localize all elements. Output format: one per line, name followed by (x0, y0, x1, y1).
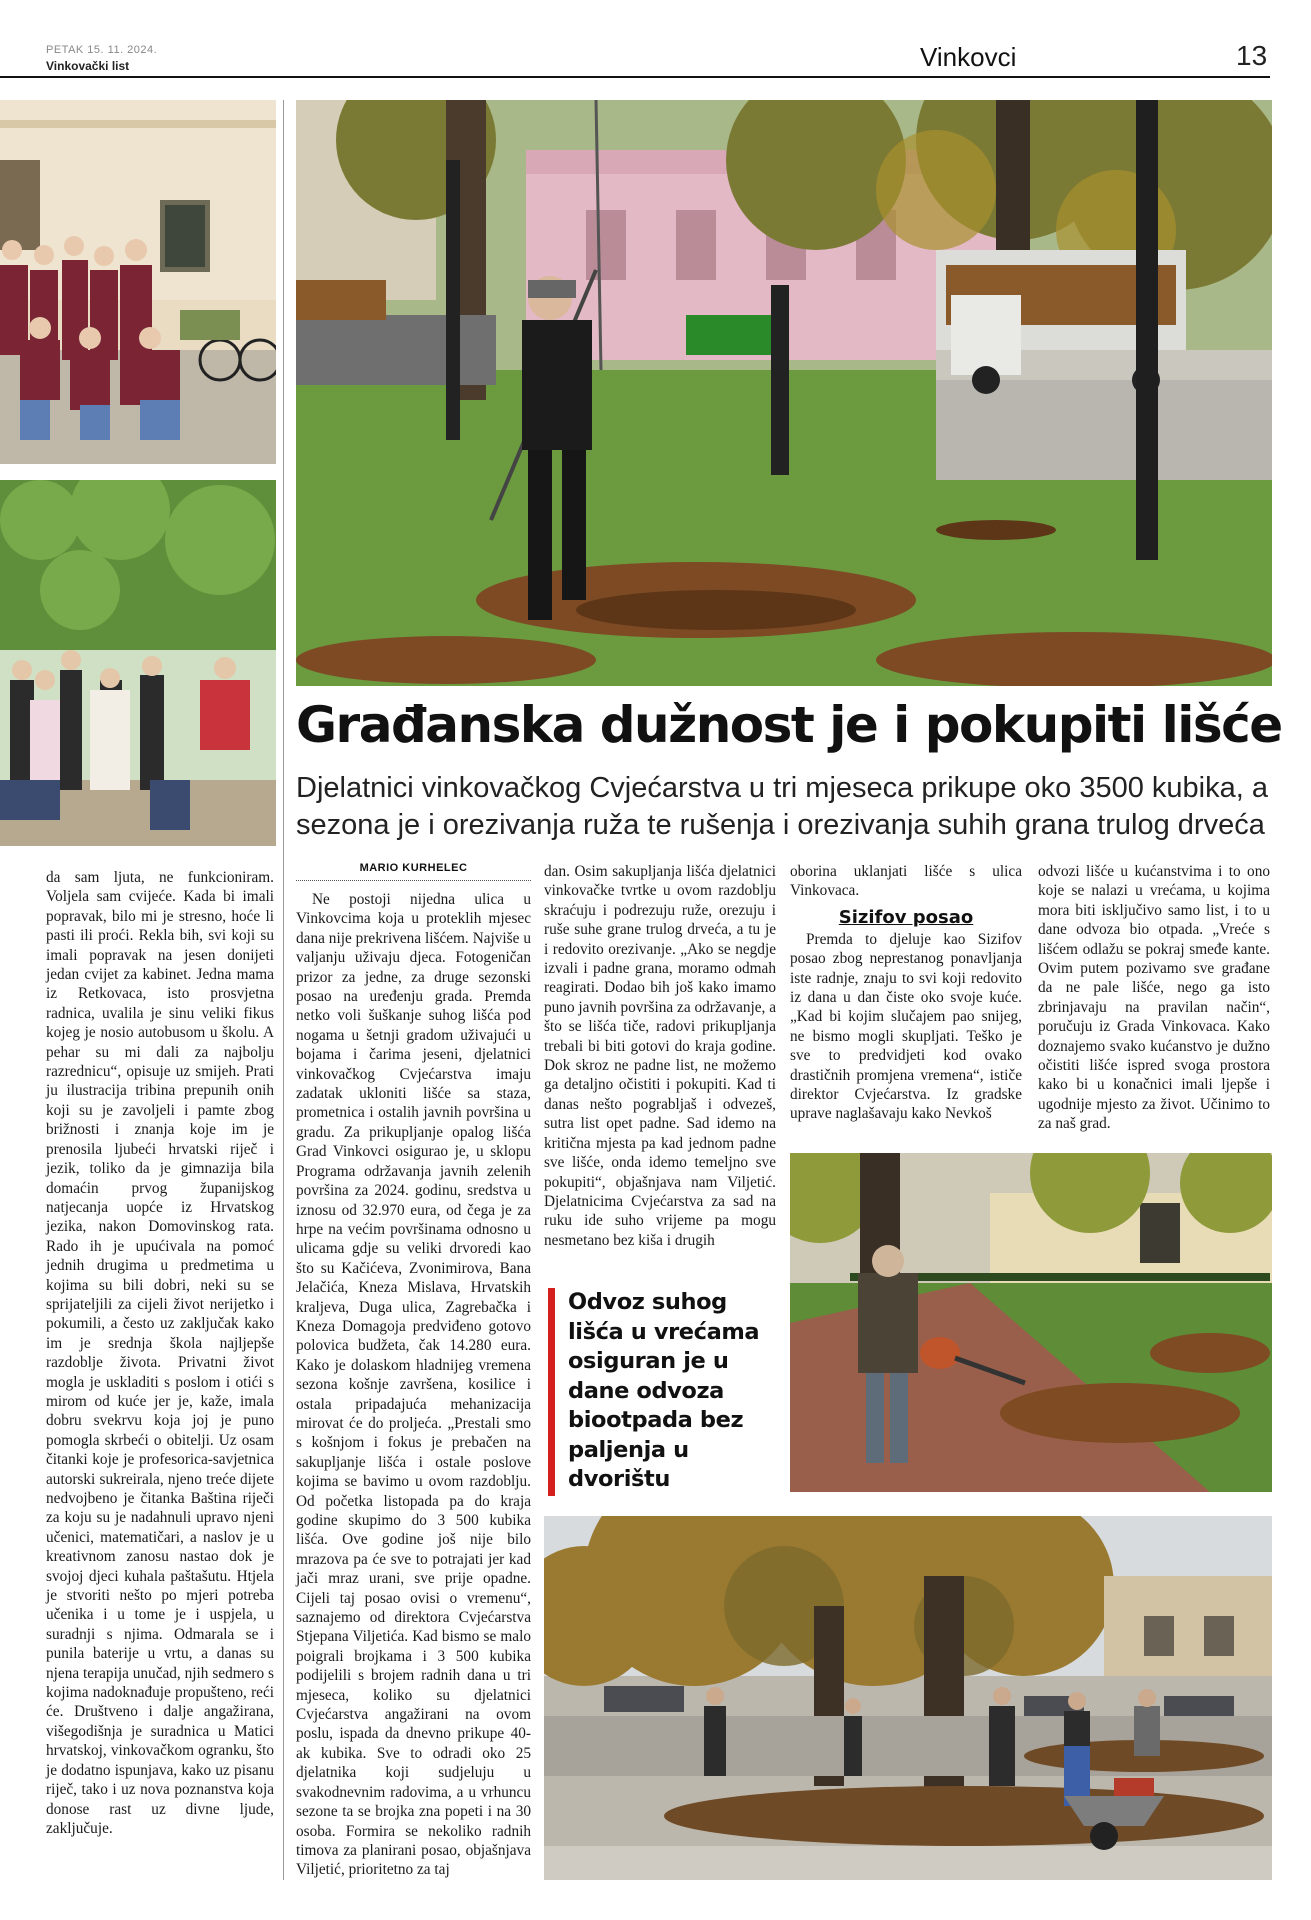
issue-date: PETAK 15. 11. 2024. (46, 44, 158, 56)
article-column-1 (296, 890, 531, 1880)
article-column-4 (1038, 862, 1270, 1134)
worker-raking-leaves-photo (296, 100, 1272, 686)
side-article-paragraph: da sam ljuta, ne funkcioniram. Voljela sam cvijeće. Kada bi imali popravak, bilo mi je stresno, hoće li pasti ili proći. Rekla bih, svi koji su imali popravak na jesen donijeti jedan cvijet za kabinet. Jedna mama iz Retkovaca, isto prosvjetna radnica, uvalila je sinu veliki fikus kojeg je nosio autobusom u školu. A pehar su mi dali za najbolju razrednicu“, opisuje uz smijeh. Prati ju ilustracija tribina prepunih onih koji su je zavoljeli i pamte zbog brižnosti i znanja koje im je prenosila ljubeći hrvatski riječ i jezik, toliko da je gimnazija bila domaćin prvog županijskog natjecanja uopće iz Hrvatskog jezika, nakon Domovinskog rata. Rado ih je upućivala na pomoć jednih drugima u predmetima u kojima su bili dobri, neki su se sprijateljili za cijeli život nerijetko i pokumili, a često uz zaključak kako im je srednja škola najljepše razdoblje života. Privatni život mogla je uskladiti s poslom i otići s mirom od kuće jer je, kaže, imala dobru svekrvu koja joj je puno pomogla skrbeći o obitelji. Uz osam čitanki koje je profesorica-savjetnica autorski sukreirala, njeno treće dijete nedvojbeno je čitanka Baština riječi za koju su je nadahnuli upravo njeni učenici, matematičari, a naslov je u kreativnom zanosu nastao dok je svojoj djeci kuhala paštašutu. Htjela je stvoriti nešto po mjeri potreba učenika i u tome je i uspjela, u suradnji s njima. Odmarala se i punila baterije u vrtu, a danas su njena terapija unučad, njih sedmero s kojima nadoknađuje propušteno, reći će. Društveno i dalje angažirana, višegodišnja je suradnica u Matici hrvatskoj, vinkovačkom ogranku, što je dodatno ispunjava, kako uz pisanu riječ, tako i uz nova poznanstva koja donose rast uz divne ljude, zaključuje. (46, 869, 274, 1837)
header-rule (0, 76, 1270, 78)
students-group-photo (0, 100, 276, 464)
side-article-text (46, 868, 274, 1838)
article-headline: Građanska dužnost je i pokupiti lišće (296, 696, 1282, 754)
article-paragraph: odvozi lišće u kućanstvima i to ono koje se nalazi u vrećama, u kojima mora biti isključivo samo list, i to u dane odvoza bio otpada. „Vreće s lišćem odlažu se pokraj smeđe kante. Ovim putem pozivamo sve građane da ne pale lišće, nego ga isto zbrinjavaju na pravilan način“, poručuju iz Grada Vinkovaca. Kako doznajemo svako kućanstvo je dužno očistiti lišće ispred svoga prostora kako bi u konačnici imali ljepše i ugodnije mjesto za život. Učinimo to za naš grad. (1038, 863, 1270, 1133)
team-raking-street-photo (544, 1516, 1272, 1880)
article-paragraph: Ne postoji nijedna ulica u Vinkovcima koja u proteklih mjesec dana nije prekrivena lišćem. Najviše u valjanju uživaju djeca. Fotogeničan prizor za jedne, za druge sezonski posao na uređenju grada. Premda netko voli šuškanje suhog lišća pod nogama u šetnji gradom uživajući u bojama i čarima jeseni, djelatnici vinkovačkog Cvjećarstva imaju zadatak ukloniti lišće sa staza, prometnica i ostalih javnih površina u gradu. Za prikupljanje opalog lišća Grad Vinkovci osigurao je, u sklopu Programa održavanja javnih zelenih površina za 2024. godinu, sredstva u iznosu od 32.970 eura, od čega je za hrpe na većim površinama odnosno u ulicama gdje su veliki drvoredi kao što su Kačićeva, Zvonimirova, Bana Jelačića, Kneza Mislava, Hrvatskih kraljeva, Duga ulica, Zagrebačka i Kneza Domagoja predviđeno gotovo polovica budžeta, čak 14.280 eura. Kako je dolaskom hladnijeg vremena sezona košnje završena, kosilice i ostala pripadajuća mehanizacija mirovat će do proljeća. „Prestali smo s košnjom i fokus je prebačen na sakupljanje lišća i ostale poslove kojima se bavimo u ovom razdoblju. Od početka listopada pa do kraja godine skupimo do 3 500 kubika lišća. Ove godine još nije bilo mrazova pa će sve to potrajati jer kad jači mraz urani, sve prije opadne. Cijeli taj posao ovisi o vremenu“, saznajemo od direktora Cvjećarstva Stjepana Viljetića. Kad bismo se malo poigrali brojkama i 3 500 kubika podijelili s brojem radnih dana u tri mjeseca, koliko su djelatnici Cvjećarstva angažirani na ovom poslu, ispada da dnevno prikupe 40-ak kubika. Sve to odradi oko 25 djelatnika koji sudjeluju u svakodnevnim radovima, a u vrhuncu sezone ta se brojka zna popeti i na 30 osoba. Formira se nekoliko radnih timova za planirani posao, objašnjava Viljetić, prioritetno za taj (296, 891, 531, 1879)
article-subtitle: Sizifov posao (838, 906, 974, 928)
pull-quote: Odvoz suhog lišća u vrećama osiguran je u dane odvoza biootpada bez paljenja u dvorištu (568, 1289, 760, 1492)
author-rule (296, 880, 531, 881)
section-title: Vinkovci (920, 42, 1017, 72)
article-paragraph: Premda to djeluje kao Sizifov posao zbog neprestanog ponavljanja iste radnje, znaju to svi koji redovito iz dana u dan čiste oko svoje kuće. „Kad bi kojim slučajem pao snijeg, ne bismo mogli skupljati. Teško je sve to predvidjeti kod ovako drastičnih promjena vremena“, ističe direktor Cvjećarstva. Iz gradske uprave naglašavaju kako Nevkoš (790, 930, 1022, 1123)
column-divider (283, 100, 284, 1880)
publication-name: Vinkovački list (46, 59, 130, 73)
article-paragraph: oborina uklanjati lišće s ulica Vinkovaca. (790, 863, 1022, 900)
article-subheadline: Djelatnici vinkovačkog Cvjećarstva u tri mjeseca prikupe oko 3500 kubika, a sezona je i orezivanja ruža te rušenja i orezivanja suhih grana trulog drveća (296, 772, 1268, 841)
worker-leaf-blower-photo (790, 1153, 1272, 1492)
article-column-2 (544, 862, 776, 1250)
article-author: MARIO KURHELEC (359, 862, 468, 874)
page-number: 13 (1236, 40, 1268, 71)
article-column-3 (790, 862, 1022, 1124)
pull-quote-bar (548, 1288, 555, 1496)
article-paragraph: dan. Osim sakupljanja lišća djelatnici vinkovačke tvrtke u ovom razdoblju skraćuju i podrezuju ruže, orezuju i ruše suhe grane trulog drveća, a tu je i redovito orezivanje. „Ako se negdje izvali i padne grana, moramo odmah reagirati. Dodao bih još kako imamo puno javnih površina za održavanje, a što se lišća tiče, radovi prikupljanja trebali bi biti gotovi do kraja godine. Dok skroz ne padne list, ne možemo ga detaljno očistiti i pokupiti. Kad ti danas nešto pograbljaš i odvezeš, sutra list opet padne. Sad idemo na kritična mjesta pa kad jednom padne sve lišće, onda idemo temeljno sve pokupiti“, objašnjava nam Viljetić. Djelatnicima Cvjećarstva za sad na ruku ide suho vrijeme pa mogu nesmetano bez kiša i drugih (544, 863, 776, 1249)
group-under-tree-photo (0, 480, 276, 846)
